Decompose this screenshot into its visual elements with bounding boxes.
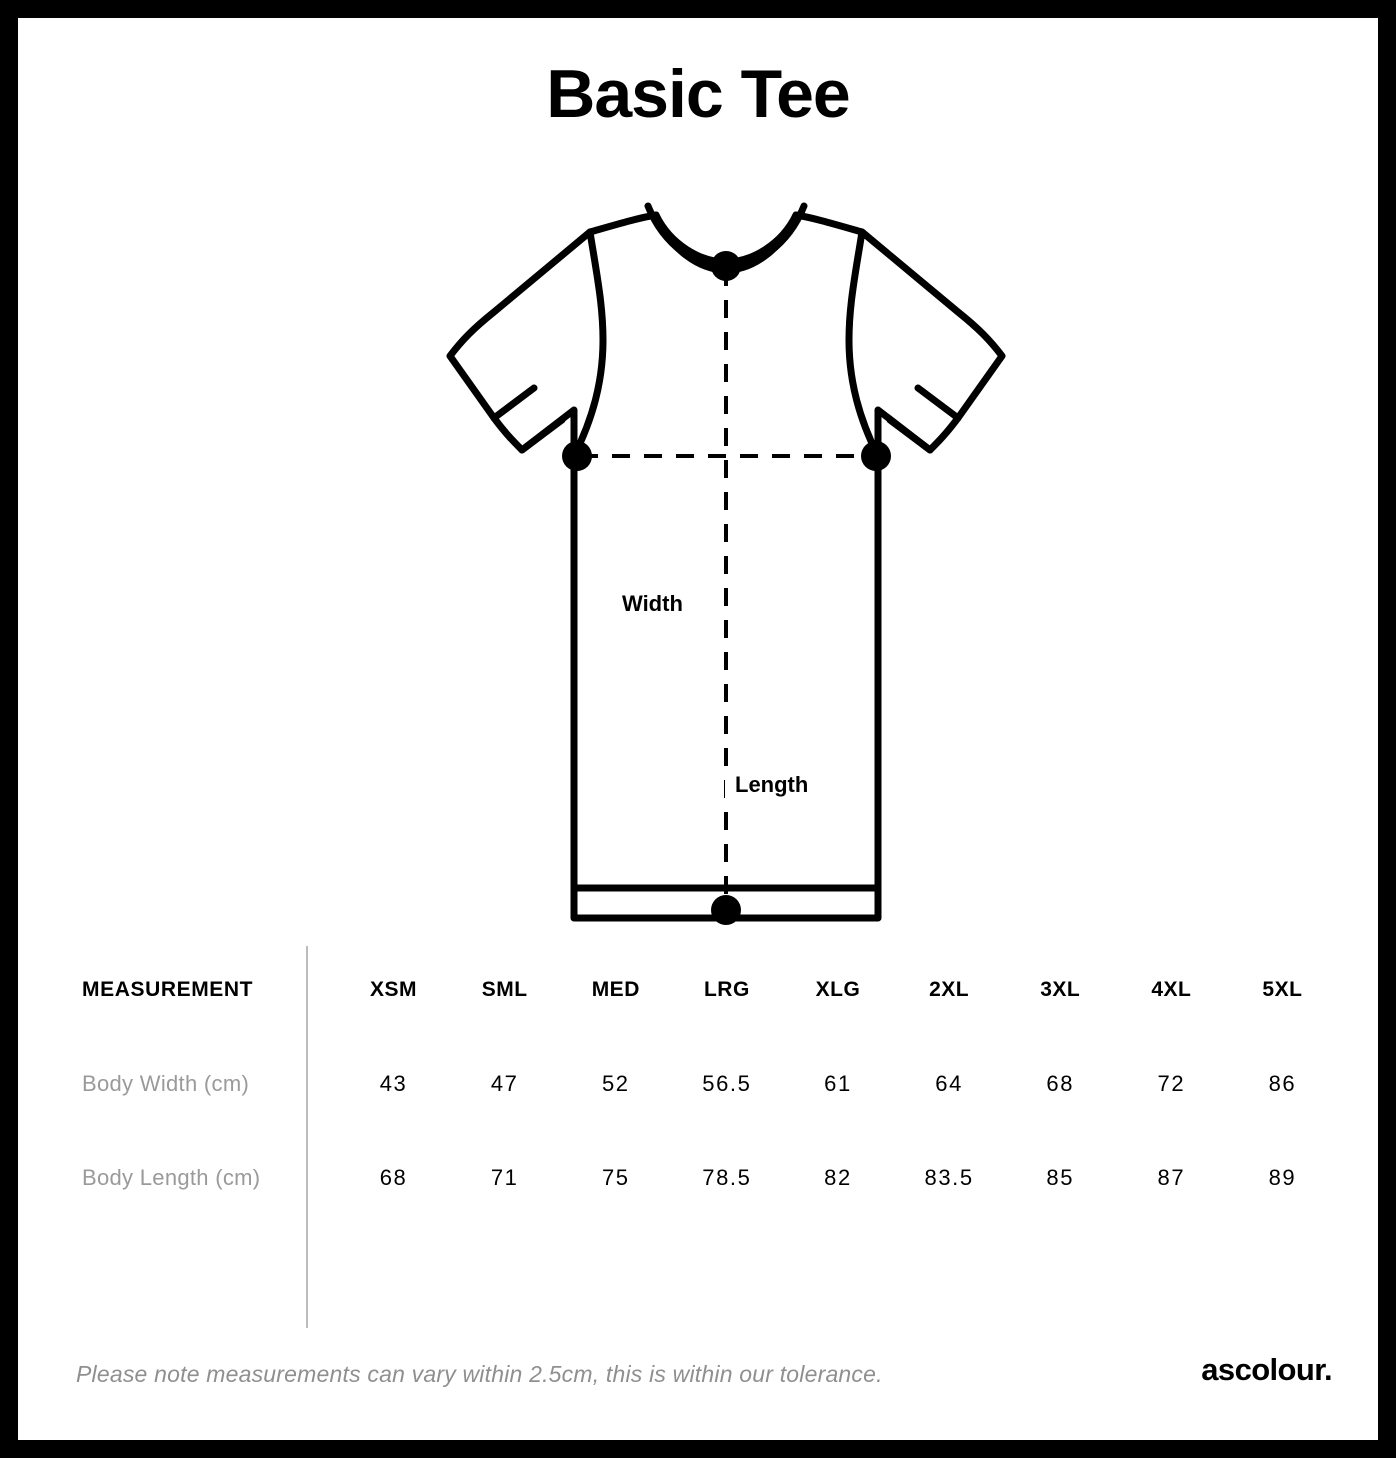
- garment-diagram: [18, 188, 1378, 948]
- footer: [76, 1352, 1332, 1388]
- cell-body-width-xlg: 61: [824, 1071, 852, 1096]
- cell-body-length-lrg: 78.5: [702, 1165, 752, 1190]
- tshirt-flat-lay-outline-icon: [318, 188, 1078, 948]
- cell-body-width-3xl: 68: [1046, 1071, 1075, 1096]
- column-header-size-sml: SML: [481, 978, 528, 1001]
- column-header-size-med: MED: [591, 978, 640, 1001]
- row-label-body-width: Body Width (cm): [82, 1071, 250, 1096]
- table-row: [76, 1131, 1338, 1225]
- cell-body-length-xlg: 82: [824, 1165, 852, 1190]
- cell-body-length-sml: 71: [490, 1165, 519, 1190]
- column-header-size-lrg: LRG: [703, 978, 750, 1001]
- cell-body-length-xsm: 68: [379, 1165, 408, 1190]
- column-header-size-xlg: XLG: [815, 978, 861, 1001]
- cell-body-width-5xl: 86: [1268, 1071, 1297, 1096]
- cell-body-length-5xl: 89: [1268, 1165, 1297, 1190]
- size-chart-canvas: [18, 18, 1378, 1440]
- table-header-row: [76, 943, 1338, 1037]
- row-label-body-length: Body Length (cm): [82, 1165, 261, 1190]
- length-label: Length: [725, 766, 818, 804]
- column-header-size-2xl: 2XL: [929, 978, 970, 1001]
- cell-body-width-2xl: 64: [935, 1071, 963, 1096]
- cell-body-length-3xl: 85: [1046, 1165, 1075, 1190]
- width-label: Width: [610, 589, 695, 619]
- column-header-measurement: MEASUREMENT: [82, 978, 254, 1001]
- cell-body-length-4xl: 87: [1157, 1165, 1186, 1190]
- cell-body-length-med: 75: [601, 1165, 630, 1190]
- page-title: Basic Tee: [546, 56, 850, 132]
- column-header-size-xsm: XSM: [370, 978, 418, 1001]
- tolerance-note: Please note measurements can vary within 2.5cm, this is within our tolerance.: [76, 1361, 883, 1387]
- cell-body-width-sml: 47: [490, 1071, 519, 1096]
- size-table: [76, 943, 1338, 1225]
- cell-body-width-4xl: 72: [1157, 1071, 1186, 1096]
- column-header-size-3xl: 3XL: [1040, 978, 1081, 1001]
- cell-body-width-med: 52: [601, 1071, 630, 1096]
- table-row: [76, 1037, 1338, 1131]
- brand-logo: ascolour.: [1201, 1352, 1332, 1387]
- cell-body-width-lrg: 56.5: [702, 1071, 752, 1096]
- size-table-wrapper: [76, 943, 1338, 1225]
- cell-body-length-2xl: 83.5: [924, 1165, 974, 1190]
- cell-body-width-xsm: 43: [379, 1071, 408, 1096]
- column-header-size-4xl: 4XL: [1151, 978, 1192, 1001]
- column-header-size-5xl: 5XL: [1262, 978, 1303, 1001]
